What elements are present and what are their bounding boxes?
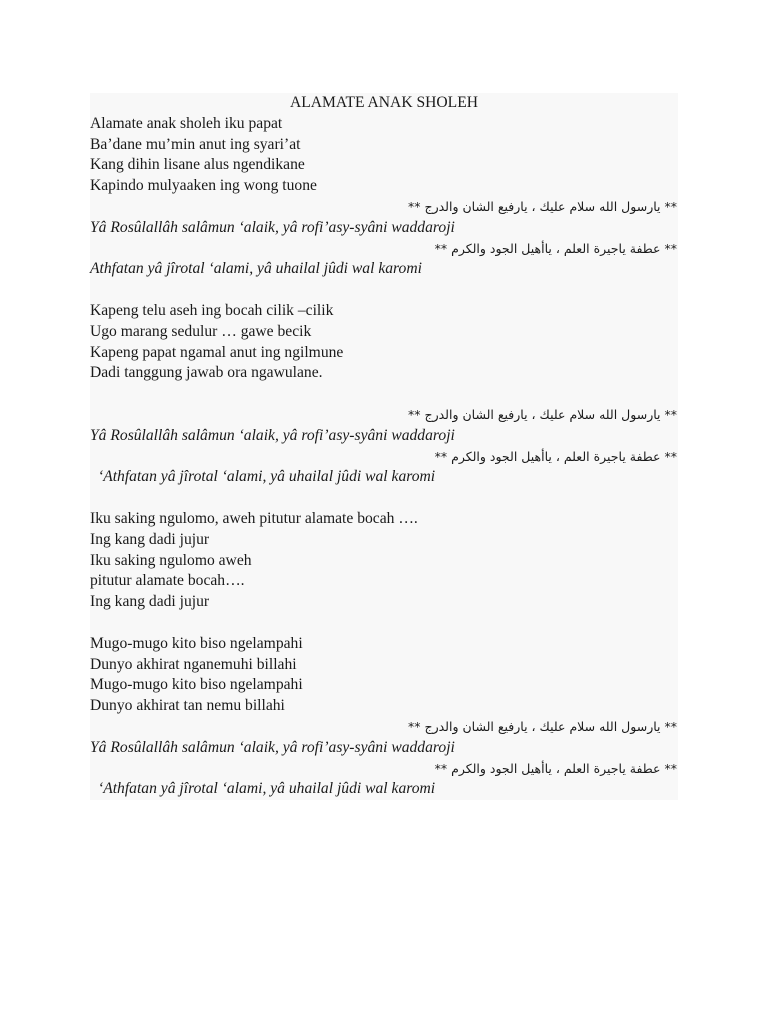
arabic-line: ** يارسول الله سلام عليك ، يارفيع الشان والدرج ** (408, 198, 677, 214)
refrain-2 (90, 405, 678, 488)
refrain-1 (90, 197, 678, 280)
verse-line: Kapindo mulyaaken ing wong tuone (90, 177, 317, 195)
stanza-2 (90, 301, 678, 384)
blank-line (90, 384, 678, 405)
arabic-line: ** عطفة ياجيرة العلم ، ياأهيل الجود والكرم ** (434, 760, 677, 776)
stanza-3 (90, 509, 678, 613)
document-title: ALAMATE ANAK SHOLEH (290, 94, 478, 111)
verse-line: Dunyo akhirat tan nemu billahi (90, 697, 285, 715)
verse-line: Ing kang dadi jujur (90, 593, 210, 611)
verse-line: Kapeng papat ngamal anut ing ngilmune (90, 343, 344, 361)
stanza-4 (90, 634, 678, 717)
document-body (90, 93, 678, 800)
blank-line (90, 280, 678, 301)
transliteration-line: Yâ Rosûlallâh salâmun ‘alaik, yâ rofi’asy-syâni waddaroji (90, 738, 455, 756)
transliteration-line: Yâ Rosûlallâh salâmun ‘alaik, yâ rofi’asy-syâni waddaroji (90, 218, 455, 236)
stanza-1 (90, 114, 678, 197)
verse-line: Alamate anak sholeh iku papat (90, 114, 283, 132)
verse-line: pitutur alamate bocah…. (90, 572, 245, 590)
verse-line: Iku saking ngulomo, aweh pitutur alamate bocah …. (90, 509, 418, 527)
arabic-line: ** عطفة ياجيرة العلم ، ياأهيل الجود والكرم ** (434, 240, 677, 256)
verse-line: Iku saking ngulomo aweh (90, 551, 252, 569)
verse-line: Ing kang dadi jujur (90, 530, 210, 548)
arabic-line: ** عطفة ياجيرة العلم ، ياأهيل الجود والكرم ** (434, 448, 677, 464)
arabic-line: ** يارسول الله سلام عليك ، يارفيع الشان والدرج ** (408, 406, 677, 422)
transliteration-line: ‘Athfatan yâ jîrotal ‘alami, yâ uhailal jûdi wal karomi (98, 780, 436, 798)
verse-line: Mugo-mugo kito biso ngelampahi (90, 634, 303, 652)
blank-line (90, 488, 678, 509)
blank-line (90, 613, 678, 634)
verse-line: Kapeng telu aseh ing bocah cilik –cilik (90, 301, 334, 319)
verse-line: Ugo marang sedulur … gawe becik (90, 322, 312, 340)
verse-line: Dadi tanggung jawab ora ngawulane. (90, 364, 323, 382)
transliteration-line: Athfatan yâ jîrotal ‘alami, yâ uhailal jûdi wal karomi (90, 260, 422, 278)
arabic-line: ** يارسول الله سلام عليك ، يارفيع الشان والدرج ** (408, 718, 677, 734)
transliteration-line: Yâ Rosûlallâh salâmun ‘alaik, yâ rofi’asy-syâni waddaroji (90, 426, 455, 444)
transliteration-line: ‘Athfatan yâ jîrotal ‘alami, yâ uhailal jûdi wal karomi (98, 468, 436, 486)
verse-line: Kang dihin lisane alus ngendikane (90, 156, 305, 174)
verse-line: Mugo-mugo kito biso ngelampahi (90, 676, 303, 694)
verse-line: Dunyo akhirat nganemuhi billahi (90, 655, 297, 673)
verse-line: Ba’dane mu’min anut ing syari’at (90, 135, 301, 153)
refrain-3 (90, 717, 678, 800)
